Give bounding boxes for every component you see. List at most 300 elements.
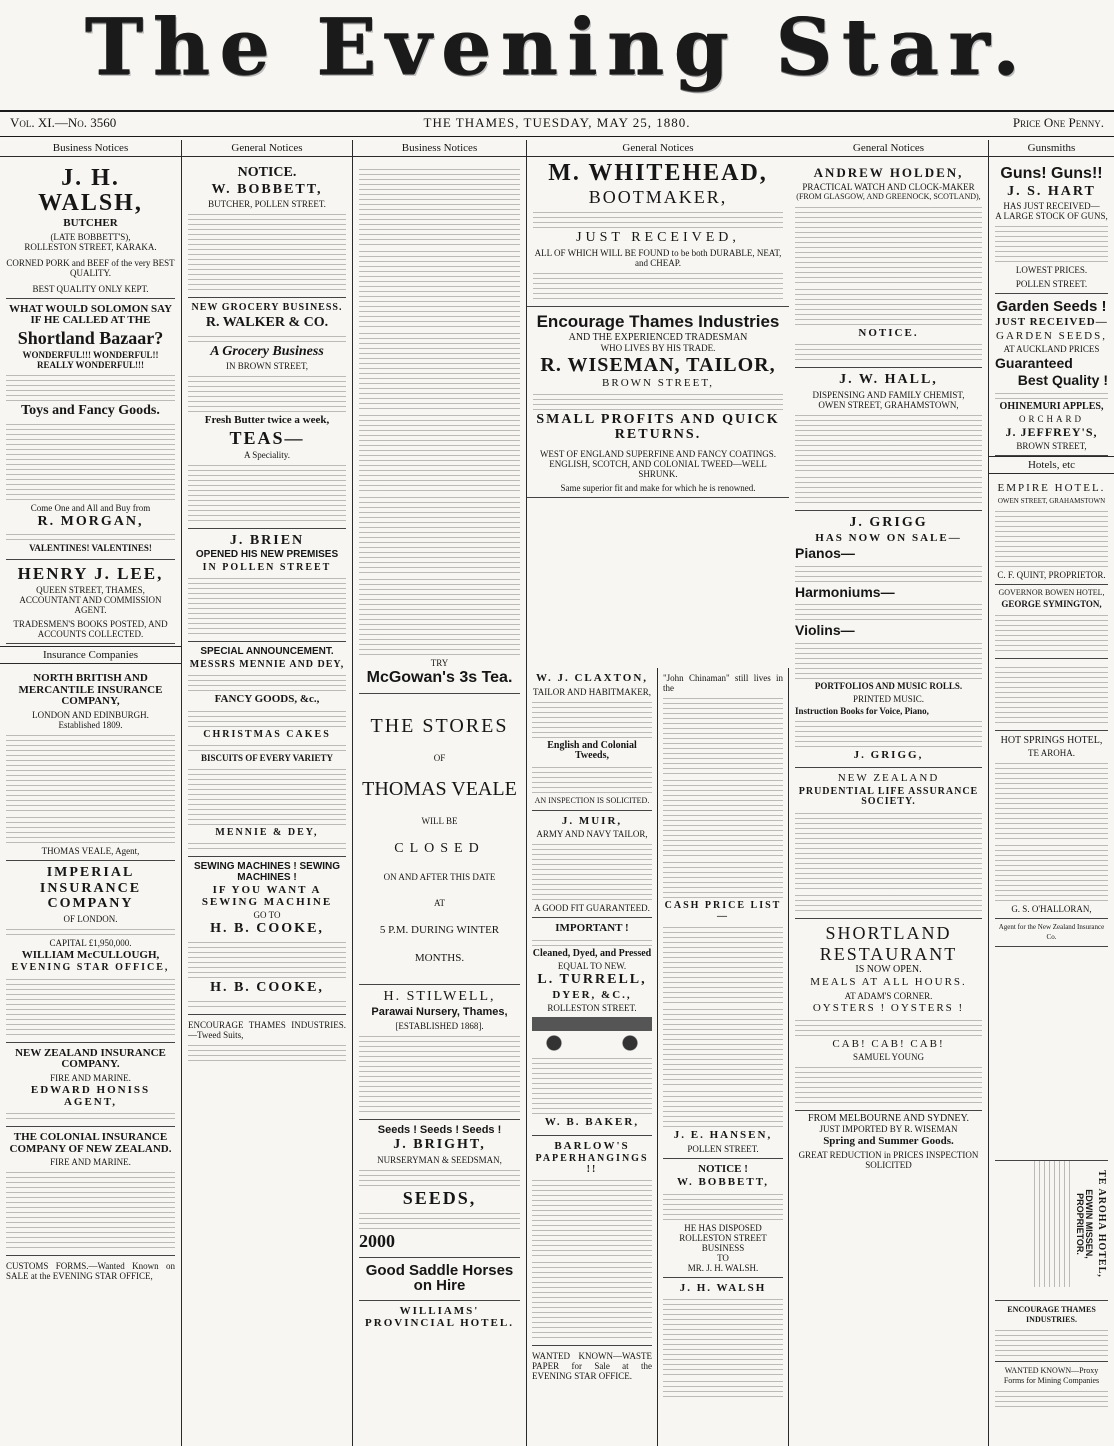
ad-text: WEST OF ENGLAND SUPERFINE AND FANCY COATINGS. xyxy=(539,448,777,459)
ad-wiseman-tailor xyxy=(527,307,789,498)
ad-text: OF LONDON. xyxy=(63,913,118,924)
ad-heading: W. BOBBETT, xyxy=(676,1176,769,1189)
ad-text: ACCOUNTANT AND COMMISSION AGENT. xyxy=(19,595,162,616)
ad-subheading: CASH PRICE LIST— xyxy=(664,900,782,922)
ad-hot-springs xyxy=(995,731,1108,920)
ad-text: WHO LIVES BY HIS TRADE. xyxy=(600,342,716,353)
body-text-block xyxy=(995,1327,1108,1357)
column-1 xyxy=(0,140,182,1446)
ad-text: ALL OF WHICH WILL BE FOUND to be both DURABLE, NEAT, and CHEAP. xyxy=(534,247,782,268)
ad-subheading: Violins— xyxy=(795,622,855,639)
ad-stilwell-nursery xyxy=(359,985,520,1119)
ad-heading: M. WHITEHEAD, xyxy=(548,160,768,186)
ad-text: DISPENSING AND FAMILY CHEMIST, xyxy=(812,389,965,400)
ad-subheading: JUST RECEIVED, xyxy=(576,230,740,246)
ad-text: OF xyxy=(433,752,446,763)
ad-heading: NOTICE. xyxy=(858,326,919,339)
ad-subheading: BROWN STREET, xyxy=(602,376,714,389)
ad-heading: J. GRIGG, xyxy=(853,748,924,761)
newspaper-title: The Evening Star. xyxy=(84,2,1030,93)
ad-text: BUTCHER, POLLEN STREET. xyxy=(208,199,326,210)
ad-text: FROM MELBOURNE AND SYDNEY. xyxy=(808,1113,969,1125)
body-text-block xyxy=(188,939,346,979)
body-text-block xyxy=(188,1042,346,1062)
ad-text: Instruction Books for Voice, Piano, xyxy=(795,705,929,716)
body-text-block xyxy=(795,563,982,583)
ad-heading: TE AROHA HOTEL, xyxy=(1096,1170,1107,1278)
price: Price One Penny. xyxy=(1012,115,1104,130)
ad-text: SAMUEL YOUNG xyxy=(852,1052,925,1063)
ad-colonial-insurance xyxy=(6,1127,175,1256)
ad-subheading: WILLIAM McCULLOUGH, xyxy=(21,948,160,961)
ad-subheading: FANCY GOODS, &c., xyxy=(214,693,320,706)
body-text-block xyxy=(6,814,175,844)
ad-henry-lee xyxy=(6,560,175,644)
body-text-block xyxy=(795,810,982,890)
ad-text: A Speciality. xyxy=(244,449,290,460)
masthead xyxy=(0,0,1114,100)
ad-text: OWEN STREET, GRAHAMSTOWN xyxy=(997,497,1106,506)
ad-heading: J. S. HART xyxy=(1007,183,1096,199)
body-text-block xyxy=(6,976,175,1036)
ad-text: G. S. O'HALLORAN, xyxy=(1011,904,1092,915)
ad-heading: HENRY J. LEE, xyxy=(17,564,164,584)
ad-subheading: Guaranteed xyxy=(995,355,1073,372)
ad-text: Come One and All and Buy from xyxy=(30,502,151,513)
ad-heading: J. BRIGHT, xyxy=(393,1137,486,1153)
ad-heading: HOT SPRINGS HOTEL, xyxy=(1000,734,1103,746)
ad-text: MONTHS. xyxy=(414,952,465,965)
ad-thomas-veale xyxy=(359,694,520,986)
ad-text: ROLLESTON STREET, KARAKA. xyxy=(24,241,157,252)
ad-claxton xyxy=(532,668,652,811)
body-text-block xyxy=(359,166,520,246)
ad-text: ARMY AND NAVY TAILOR, xyxy=(536,829,648,840)
body-text-block xyxy=(188,998,346,1008)
column-header: General Notices xyxy=(182,140,352,157)
ad-text: OWEN STREET, GRAHAMSTOWN, xyxy=(818,399,959,410)
ad-text: FIRE AND MARINE. xyxy=(50,1072,131,1083)
ad-subheading: Toys and Fancy Goods. xyxy=(21,402,160,418)
volume-number: Vol. XI.—No. 3560 xyxy=(10,115,117,130)
body-text-block xyxy=(532,764,652,794)
body-text-block xyxy=(795,601,982,621)
ad-wiseman-imports xyxy=(795,1111,982,1174)
ad-heading: IMPERIAL xyxy=(46,864,135,880)
ad-holden xyxy=(795,161,982,368)
ad-whitehead xyxy=(527,161,789,307)
ad-heading: INSURANCE COMPANY xyxy=(39,881,142,912)
ad-encourage-industries xyxy=(188,1015,346,1068)
column-5 xyxy=(789,140,989,1446)
column-header: General Notices xyxy=(789,140,988,157)
ad-heading: CLOSED xyxy=(394,840,485,856)
dateline xyxy=(0,110,1114,137)
body-text-block xyxy=(795,341,982,361)
ad-heading: SEWING MACHINES ! SEWING MACHINES ! xyxy=(193,861,341,883)
ad-prudential xyxy=(795,768,982,919)
ad-text: (FROM GLASGOW, AND GREENOCK, SCOTLAND), xyxy=(796,191,981,201)
ad-text: Established 1809. xyxy=(58,719,123,730)
ad-subheading: HAS NOW ON SALE— xyxy=(815,531,962,544)
body-text-block xyxy=(795,640,982,680)
ad-heading: J. H. WALSH xyxy=(679,1281,767,1294)
body-text-block xyxy=(359,330,520,410)
ad-imperial-insurance xyxy=(6,861,175,1043)
column-3 xyxy=(353,140,527,1446)
ad-subheading: CAB! CAB! CAB! xyxy=(832,1037,945,1050)
ad-bobbett xyxy=(188,161,346,298)
column-4b xyxy=(658,668,789,1446)
body-text-block xyxy=(188,766,346,826)
body-text-block xyxy=(995,223,1108,263)
ad-subheading: Parawai Nursery, Thames, xyxy=(371,1006,508,1019)
ad-shortland-restaurant xyxy=(795,919,982,1111)
ad-heading: J. H. WALSH, xyxy=(38,165,143,217)
body-text-block xyxy=(359,1033,520,1113)
ad-heading: SEEDS, xyxy=(402,1187,477,1208)
ad-subheading: IN POLLEN STREET xyxy=(202,561,332,573)
ad-heading: R. WISEMAN, TAILOR, xyxy=(540,353,776,376)
ad-text: MR. J. H. WALSH. xyxy=(687,1262,759,1273)
ad-subheading: BUTCHER xyxy=(63,217,118,230)
ad-nz-insurance xyxy=(6,1043,175,1127)
ad-heading: THOMAS VEALE xyxy=(362,777,517,800)
ad-subheading: CHRISTMAS CAKES xyxy=(203,728,331,740)
ad-subheading: DYER, &C., xyxy=(552,988,632,1001)
body-text-block xyxy=(188,373,346,413)
ad-grigg-music xyxy=(795,511,982,768)
ad-text: (LATE BOBBETT'S), xyxy=(50,231,131,242)
body-text-block xyxy=(795,204,982,284)
ad-text: GOVERNOR BOWEN HOTEL, xyxy=(998,588,1105,598)
ad-subheading: OPENED HIS NEW PREMISES xyxy=(195,549,339,561)
body-text-block xyxy=(6,531,175,541)
body-text-block xyxy=(359,248,520,328)
ad-text: TRY xyxy=(430,658,449,668)
ad-brien xyxy=(188,529,346,643)
ad-waste-paper xyxy=(532,1346,652,1387)
ad-heading: BARLOW'S xyxy=(554,1139,630,1152)
ad-text: LONDON AND EDINBURGH. xyxy=(32,709,149,720)
body-text-block xyxy=(795,1064,982,1104)
ad-text: ENCOURAGE THAMES INDUSTRIES.—Tweed Suits, xyxy=(188,1019,346,1040)
ad-heading: J. E. HANSEN, xyxy=(673,1129,773,1141)
ad-barlow xyxy=(532,1136,652,1347)
ad-text: LOWEST PRICES. xyxy=(1015,265,1088,276)
column-2 xyxy=(182,140,353,1446)
body-text-block xyxy=(188,211,346,291)
ad-te-aroha-hotel xyxy=(995,1160,1108,1287)
body-text-block xyxy=(188,742,346,752)
ad-subheading: Spring and Summer Goods. xyxy=(823,1135,954,1148)
ad-text: CORNED PORK and BEEF of the very BEST QUALITY. xyxy=(6,257,175,278)
body-text-block xyxy=(663,859,783,899)
ad-heading: H. B. COOKE, xyxy=(210,980,324,996)
ad-subheading: Best Quality ! xyxy=(1017,372,1108,389)
body-text-block xyxy=(532,841,652,901)
columns-grid xyxy=(0,140,1114,1446)
ad-heading: EDWIN MISSEN, PROPRIETOR. xyxy=(1075,1189,1095,1259)
ad-text: TAILOR AND HABITMAKER, xyxy=(532,686,652,697)
body-text-block xyxy=(359,412,520,492)
body-text-block xyxy=(188,672,346,692)
body-text-block xyxy=(533,391,783,411)
ad-text: A LARGE STOCK OF GUNS, xyxy=(995,211,1108,222)
ad-subheading: IF YOU WANT A SEWING MACHINE xyxy=(201,884,333,908)
ad-text: ORCHARD xyxy=(1018,414,1084,425)
ad-heading: NORTH BRITISH AND MERCANTILE INSURANCE COMPANY, xyxy=(18,672,163,708)
body-text-block xyxy=(6,372,175,402)
ad-heading: W. BOBBETT, xyxy=(211,181,323,197)
body-text-block xyxy=(795,412,982,472)
ad-text: Same superior fit and make for which he is renowned. xyxy=(560,482,756,493)
ad-heading: NEW ZEALAND xyxy=(837,772,940,785)
ad-text: JUST IMPORTED BY R. WISEMAN xyxy=(819,1124,958,1135)
ad-heading: THE COLONIAL INSURANCE COMPANY OF NEW ZEALAND. xyxy=(9,1131,172,1155)
ad-heading: SHORTLAND xyxy=(825,922,952,943)
ad-heading: Shortland Bazaar? xyxy=(17,328,164,349)
ad-text: [ESTABLISHED 1868]. xyxy=(395,1020,484,1031)
ad-heading: Garden Seeds ! xyxy=(996,298,1107,316)
body-text-block xyxy=(533,270,783,300)
ad-heading: EMPIRE HOTEL. xyxy=(997,481,1106,494)
body-text-block xyxy=(663,695,783,775)
ad-walsh xyxy=(6,161,175,299)
body-text-block xyxy=(995,612,1108,652)
body-text-block xyxy=(795,286,982,326)
body-text-block xyxy=(995,664,1108,724)
ad-subheading: Harmoniums— xyxy=(795,583,895,600)
ad-heading: H. B. COOKE, xyxy=(210,921,324,937)
ad-heading: J. MUIR, xyxy=(561,814,623,827)
ad-text: ON AND AFTER THIS DATE xyxy=(383,872,496,883)
ad-bottom-right xyxy=(995,1300,1108,1410)
ad-text: AN INSPECTION IS SOLICITED. xyxy=(534,795,650,805)
column-header: General Notices xyxy=(527,140,789,157)
ad-turrell xyxy=(532,918,652,1136)
ad-cooke-sewing xyxy=(188,857,346,1014)
ad-text: GO TO xyxy=(253,910,281,921)
ad-text: NURSERYMAN & SEEDSMAN, xyxy=(377,1154,502,1165)
ad-text: WANTED KNOWN—Proxy Forms for Mining Companies xyxy=(995,1361,1108,1386)
ad-text: TO xyxy=(717,1252,729,1263)
ad-heading: NOTICE. xyxy=(237,165,297,180)
body-text-block xyxy=(359,1210,520,1230)
ad-empire-hotel xyxy=(995,478,1108,586)
column-4a xyxy=(527,668,658,1446)
column-header: Business Notices xyxy=(353,140,526,157)
ad-heading: SMALL PROFITS AND QUICK RETURNS. xyxy=(536,412,780,442)
body-text-block xyxy=(532,1259,652,1339)
section-header: Insurance Companies xyxy=(0,646,181,664)
ad-customs-forms xyxy=(6,1256,175,1287)
ad-bobbett-notice xyxy=(663,1159,783,1278)
ad-heading: McGowan's 3s Tea. xyxy=(366,669,513,686)
ad-text: POLLEN STREET. xyxy=(687,1143,759,1154)
body-text-block xyxy=(663,1006,783,1086)
body-text-block xyxy=(663,1296,783,1376)
ad-text: ROLLESTON STREET. xyxy=(547,1003,637,1014)
ad-subheading: EDWARD HONISS AGENT, xyxy=(30,1083,151,1108)
body-text-block xyxy=(6,732,175,812)
ad-text: PRINTED MUSIC. xyxy=(852,693,924,704)
ad-mcdowell xyxy=(995,659,1108,731)
body-text-block xyxy=(188,708,346,728)
ad-text: AT ADAM'S CORNER. xyxy=(844,991,933,1002)
ad-text: WONDERFUL!!! WONDERFUL!! REALLY WONDERFUL!!! xyxy=(22,349,159,370)
ad-text: CAPITAL £1,950,000. xyxy=(49,937,132,948)
ad-heading: PRUDENTIAL LIFE ASSURANCE SOCIETY. xyxy=(798,785,979,808)
ad-heading: Seeds ! Seeds ! Seeds ! xyxy=(377,1123,502,1136)
ad-subheading: Pianos— xyxy=(795,545,855,562)
ad-subheading: Cleaned, Dyed, and Pressed xyxy=(532,947,652,959)
ad-text: HAS JUST RECEIVED— xyxy=(1003,201,1100,212)
body-text-block xyxy=(995,390,1108,400)
ad-text: WHAT WOULD SOLOMON SAY IF HE CALLED AT THE xyxy=(8,302,173,327)
ad-mennie-dey xyxy=(188,642,346,857)
ad-heading: J. GRIGG xyxy=(849,514,928,530)
ad-text: TRADESMEN'S BOOKS POSTED, AND ACCOUNTS COLLECTED. xyxy=(13,619,168,640)
body-text-block xyxy=(359,1167,520,1187)
ad-heading: R. MORGAN, xyxy=(37,513,144,529)
ad-heading: H. STILWELL, xyxy=(383,989,496,1005)
ad-text: GREAT REDUCTION in PRICES INSPECTION SOLICITED xyxy=(798,1149,979,1170)
ad-nz-agent xyxy=(995,919,1108,947)
ad-heading: J. W. HALL, xyxy=(839,372,938,388)
ad-text: FIRE AND MARINE. xyxy=(50,1157,131,1168)
ad-heading: W. J. CLAXTON, xyxy=(535,672,649,684)
ad-saddle-horses xyxy=(359,1258,520,1302)
body-text-block xyxy=(6,926,175,936)
ad-text: ENGLISH, SCOTCH, AND COLONIAL TWEED—WELL SHRUNK. xyxy=(549,458,767,479)
ad-text: WANTED KNOWN—WASTE PAPER for Sale at the EVENING STAR OFFICE. xyxy=(532,1351,652,1382)
ad-walsh-notice xyxy=(663,1278,783,1405)
ad-heading: MESSRS MENNIE AND DEY, xyxy=(189,658,345,670)
ad-text: Agent for the New Zealand Insurance Co. xyxy=(998,923,1105,942)
ad-jeffrey-seeds xyxy=(995,294,1108,455)
ad-heading: THE STORES xyxy=(370,714,509,737)
body-text-block xyxy=(663,1191,783,1221)
ad-subheading: Fresh Butter twice a week, xyxy=(204,414,330,427)
issue-date: THE THAMES, TUESDAY, MAY 25, 1880. xyxy=(423,115,691,130)
ad-hart-guns xyxy=(995,161,1108,294)
ad-governor-bowen xyxy=(995,585,1108,658)
ad-text: AT AUCKLAND PRICES xyxy=(1003,344,1100,355)
body-text-block xyxy=(995,508,1108,568)
ad-text: VALENTINES! VALENTINES! xyxy=(29,543,152,554)
ad-text: WILL BE xyxy=(421,815,458,826)
body-text-block xyxy=(663,924,783,1004)
ad-text: PRACTICAL WATCH AND CLOCK-MAKER xyxy=(802,181,975,192)
ad-text: BEST QUALITY ONLY KEPT. xyxy=(32,283,149,294)
ad-heading: WILLIAMS' PROVINCIAL HOTEL. xyxy=(365,1305,514,1329)
ad-subheading: MENNIE & DEY, xyxy=(215,826,319,838)
ad-subheading: GARDEN SEEDS, xyxy=(996,329,1107,342)
ad-heading: IMPORTANT ! xyxy=(555,922,629,935)
body-text-block xyxy=(795,718,982,748)
ad-heading: NEW GROCERY BUSINESS. xyxy=(191,302,343,314)
body-text-block xyxy=(663,1378,783,1398)
ad-heading: Encourage Thames Industries xyxy=(536,311,780,331)
ad-hall-chemist xyxy=(795,368,982,511)
ad-text: THOMAS VEALE, Agent, xyxy=(41,845,140,856)
ad-text: IN BROWN STREET, xyxy=(225,361,309,372)
ad-subheading: MEALS AT ALL HOURS. xyxy=(810,976,967,989)
ad-text: "John Chinaman" still lives in the xyxy=(663,673,783,693)
column-header: Gunsmiths xyxy=(989,140,1114,157)
section-header: Hotels, etc xyxy=(989,456,1114,474)
ad-heading: BOOTMAKER, xyxy=(588,187,728,208)
ad-text: C. F. QUINT, PROPRIETOR. xyxy=(997,570,1106,581)
body-text-block xyxy=(188,575,346,635)
carriage-illustration xyxy=(532,1017,652,1051)
ad-williams-hotel xyxy=(359,1301,520,1335)
ad-heading: R. WALKER & CO. xyxy=(205,314,329,330)
ad-heading: RESTAURANT xyxy=(819,943,958,964)
ad-subheading: OYSTERS ! OYSTERS ! xyxy=(812,1002,965,1015)
ad-chinaman xyxy=(663,668,783,1159)
body-text-block xyxy=(188,462,346,522)
ad-text: POLLEN STREET. xyxy=(1015,279,1088,290)
body-text-block xyxy=(188,840,346,850)
body-text-block xyxy=(995,1388,1108,1408)
ad-text: ENCOURAGE THAMES INDUSTRIES. xyxy=(995,1300,1108,1325)
ad-text: CUSTOMS FORMS.—Wanted Known on SALE at the EVENING STAR OFFICE, xyxy=(6,1261,175,1282)
ad-heading: J. JEFFREY'S, xyxy=(1005,425,1098,440)
ad-text: IS NOW OPEN. xyxy=(855,964,922,976)
ad-heading: SPECIAL ANNOUNCEMENT. xyxy=(200,646,334,658)
body-text-block xyxy=(6,421,175,501)
ad-shortland-bazaar xyxy=(6,299,175,560)
ad-text: A GOOD FIT GUARANTEED. xyxy=(534,903,650,914)
column-header: Business Notices xyxy=(0,140,181,157)
body-text-block xyxy=(359,494,520,574)
ad-heading: GEORGE SYMINGTON, xyxy=(1001,599,1102,610)
ad-heading: L. TURRELL, xyxy=(537,972,647,988)
ad-text: AT xyxy=(434,898,445,909)
ad-north-british xyxy=(6,668,175,861)
ad-text: AND THE EXPERIENCED TRADESMAN xyxy=(568,331,748,343)
ad-heading: Good Saddle Horses on Hire xyxy=(365,1261,514,1295)
rotated-ad xyxy=(995,1161,1108,1287)
ad-subheading: JUST RECEIVED— xyxy=(995,316,1108,329)
ad-text: BROWN STREET, xyxy=(1016,440,1087,451)
body-text-block xyxy=(795,474,982,504)
ad-text: QUEEN STREET, THAMES, xyxy=(36,585,145,596)
ad-mcgowan-tea xyxy=(359,161,520,694)
ad-subheading: EVENING STAR OFFICE, xyxy=(11,962,170,974)
body-text-block xyxy=(532,937,652,947)
ad-text: 5 P.M. DURING WINTER xyxy=(379,924,500,937)
ad-heading: OHINEMURI APPLES, xyxy=(999,400,1104,412)
ad-heading: 2000 xyxy=(359,1230,395,1251)
body-text-block xyxy=(1033,1161,1073,1287)
ad-text: ROLLESTON STREET BUSINESS xyxy=(679,1232,767,1253)
body-text-block xyxy=(188,333,346,343)
body-text-block xyxy=(533,209,783,229)
body-text-block xyxy=(532,699,652,739)
body-text-block xyxy=(532,1055,652,1115)
ad-text: HE HAS DISPOSED xyxy=(684,1222,762,1233)
body-text-block xyxy=(359,576,520,656)
ad-heading: J. BRIEN xyxy=(229,532,305,548)
ad-subheading: PORTFOLIOS AND MUSIC ROLLS. xyxy=(814,681,963,692)
body-text-block xyxy=(995,842,1108,902)
body-text-block xyxy=(532,1177,652,1257)
ad-heading: PAPERHANGINGS !! xyxy=(535,1153,649,1175)
body-text-block xyxy=(6,1169,175,1249)
